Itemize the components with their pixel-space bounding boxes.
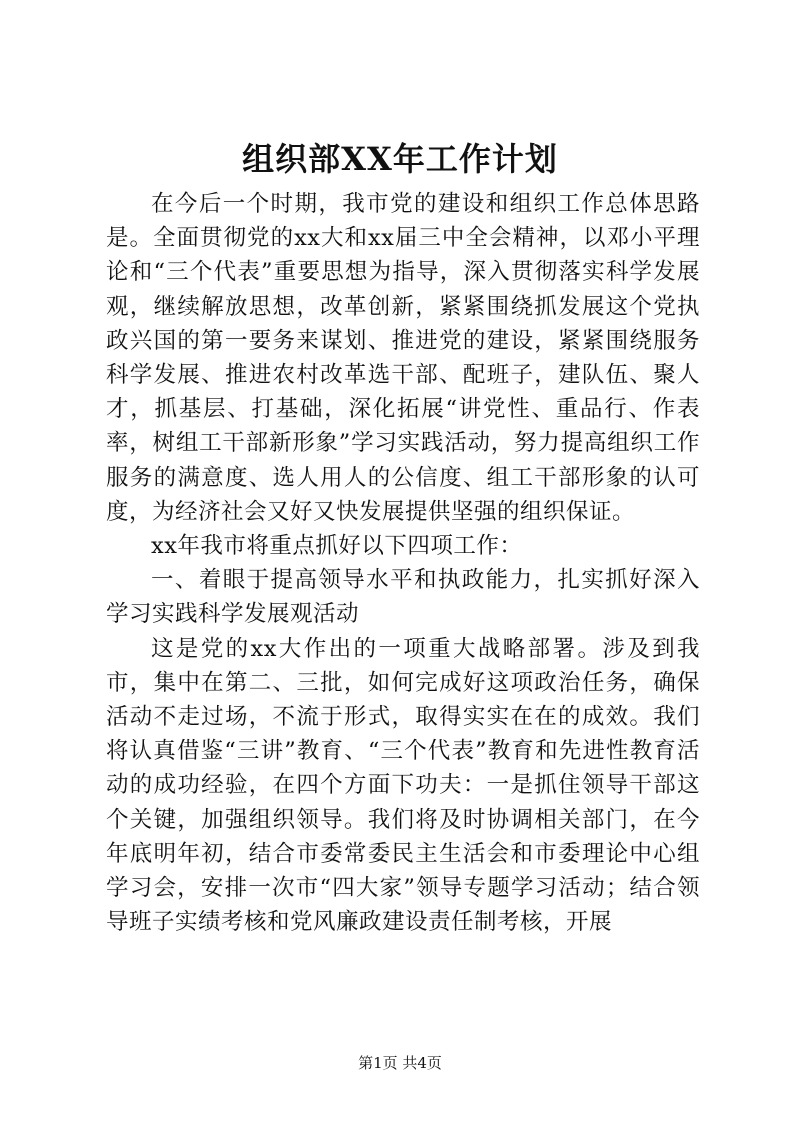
document-body — [106, 187, 700, 939]
document-title: 组织部XX年工作计划 — [242, 140, 558, 178]
section-heading-one: 一、着眼于提高领导水平和执政能力，扎实抓好深入学习实践科学发展观活动 — [106, 567, 700, 628]
page-number-footer: 第1页 共4页 — [358, 1054, 442, 1072]
paragraph-section-one-body: 这是党的xx大作出的一项重大战略部署。涉及到我市，集中在第二、三批，如何完成好这项政治任务，确保活动不走过场，不流于形式，取得实实在在的成效。我们将认真借鉴“三讲”教育、“三个代表”教育和先进性教育活动的成功经验，在四个方面下功夫：一是抓住领导干部这个关键，加强组织领导。我们将及时协调相关部门，在今年底明年初，结合市委常委民主生活会和市委理论中心组学习会，安排一次市“四大家”领导专题学习活动；结合领导班子实绩考核和党风廉政建设责任制考核，开展 — [106, 635, 700, 936]
paragraph-key-tasks-intro: xx年我市将重点抓好以下四项工作： — [151, 533, 523, 560]
paragraph-general-approach: 在今后一个时期，我市党的建设和组织工作总体思路是。全面贯彻党的xx大和xx届三中全会精神，以邓小平理论和“三个代表”重要思想为指导，深入贯彻落实科学发展观，继续解放思想，改革创新，紧紧围绕抓发展这个党执政兴国的第一要务来谋划、推进党的建设，紧紧围绕服务科学发展、推进农村改革选干部、配班子，建队伍、聚人才，抓基层、打基础，深化拓展“讲党性、重品行、作表率，树组工干部新形象”学习实践活动，努力提高组织工作服务的满意度、选人用人的公信度、组工干部形象的认可度，为经济社会又好又快发展提供坚强的组织保证。 — [106, 191, 700, 525]
